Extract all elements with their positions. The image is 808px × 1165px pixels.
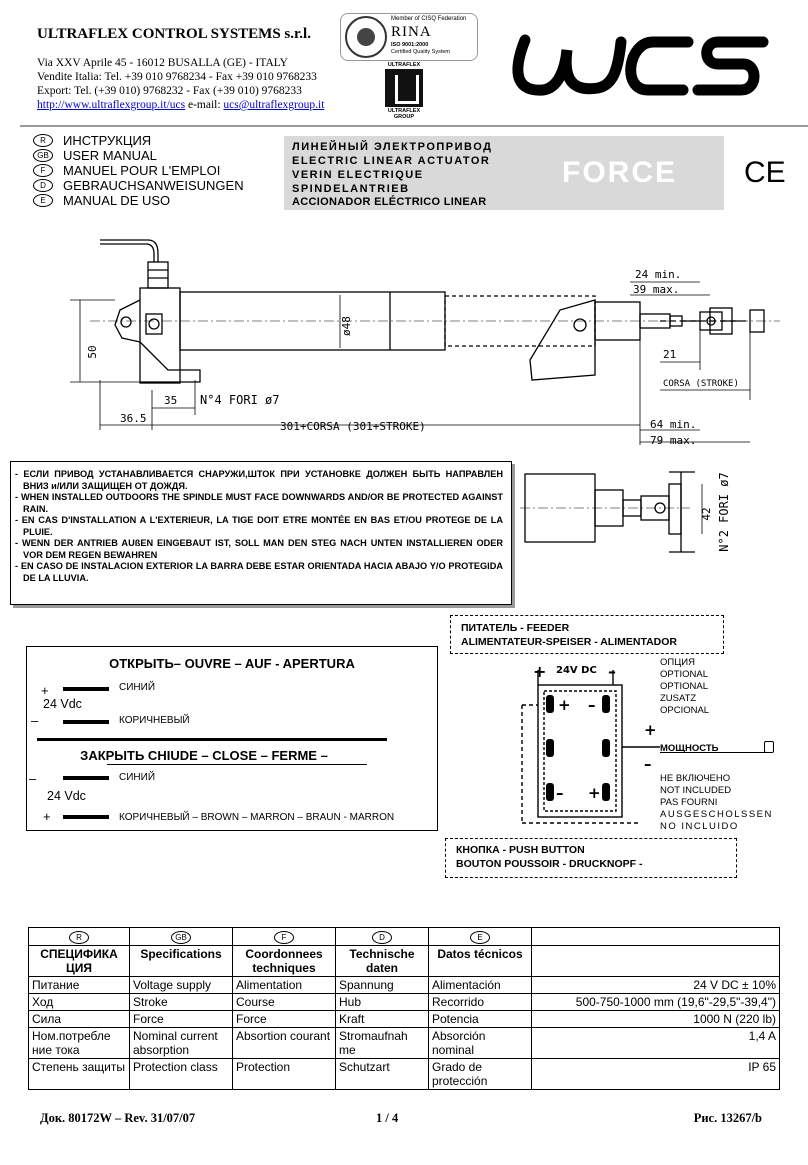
table-cell: Absortion courant bbox=[233, 1028, 336, 1059]
push-button-label-1: КНОПКА - PUSH BUTTON bbox=[456, 844, 585, 856]
table-cell: Schutzart bbox=[336, 1059, 429, 1090]
power-minus: – bbox=[644, 755, 652, 773]
table-cell: Voltage supply bbox=[130, 977, 233, 994]
dim-64min: 64 min. bbox=[650, 418, 697, 431]
schematic-voltage: 24V DC bbox=[556, 665, 597, 676]
dim-fori4: N°4 FORI ø7 bbox=[200, 393, 280, 407]
table-cell: Course bbox=[233, 994, 336, 1011]
table-cell: 24 V DC ± 10% bbox=[532, 977, 780, 994]
table-cell: Recorrido bbox=[429, 994, 532, 1011]
table-cell: Protection bbox=[233, 1059, 336, 1090]
lang-label: ИНСТРУКЦИЯ bbox=[63, 133, 152, 148]
open-title: ОТКРЫТЬ– OUVRE – AUF - APERTURA bbox=[109, 656, 355, 671]
lang-label: MANUEL POUR L'EMPLOI bbox=[63, 163, 221, 178]
open-plus: + bbox=[41, 683, 49, 698]
terminal-plus-1: + bbox=[558, 696, 571, 714]
optional-de: ZUSATZ bbox=[660, 693, 697, 704]
table-cell: Stromaufnah me bbox=[336, 1028, 429, 1059]
lang-code: R bbox=[33, 134, 53, 147]
optional-fr: OPTIONAL bbox=[660, 681, 709, 692]
dim-365: 36.5 bbox=[120, 412, 147, 425]
wiring-instructions bbox=[26, 646, 438, 831]
language-list bbox=[33, 133, 244, 208]
ucs-logo bbox=[503, 30, 773, 100]
dim-fori2: N°2 FORI ø7 bbox=[717, 472, 731, 552]
rina-name: RINA bbox=[391, 24, 432, 40]
title-es: ACCIONADOR ELÉCTRICO LINEAR bbox=[292, 196, 487, 208]
push-button-label-2: BOUTON POUSSOIR - DRUCKNOPF - bbox=[456, 858, 643, 870]
table-cell: Nominal current absorption bbox=[130, 1028, 233, 1059]
dim-corsa: CORSA (STROKE) bbox=[663, 379, 739, 389]
dim-79max: 79 max. bbox=[650, 434, 697, 445]
table-row bbox=[29, 994, 780, 1011]
product-title-box bbox=[284, 136, 724, 210]
feeder-label-2: ALIMENTATEUR-SPEISER - ALIMENTADOR bbox=[461, 636, 678, 648]
dim-24min: 24 min. bbox=[635, 268, 682, 281]
ultraflex-logo bbox=[383, 62, 425, 118]
actuator-drawing bbox=[60, 230, 780, 445]
product-name: FORCE bbox=[562, 156, 677, 189]
optional-es: OPCIONAL bbox=[660, 705, 710, 716]
open-wire-brown bbox=[63, 720, 109, 724]
table-cell: Ном.потребле ние тока bbox=[29, 1028, 130, 1059]
lang-label: USER MANUAL bbox=[63, 148, 157, 163]
table-row bbox=[29, 977, 780, 994]
open-voltage: 24 Vdc bbox=[43, 697, 82, 711]
language-item bbox=[33, 178, 244, 193]
schematic-plus-top: + bbox=[533, 662, 547, 681]
language-item bbox=[33, 133, 244, 148]
table-cell: 500-750-1000 mm (19,6"-29,5"-39,4") bbox=[532, 994, 780, 1011]
table-header-row bbox=[29, 946, 780, 977]
rina-seal bbox=[345, 16, 387, 58]
table-code: R bbox=[69, 931, 89, 944]
table-cell: Absorción nominal bbox=[429, 1028, 532, 1059]
table-row bbox=[29, 1011, 780, 1028]
power-plus: + bbox=[644, 721, 657, 739]
table-header: Datos técnicos bbox=[429, 946, 532, 977]
feeder-label-1: ПИТАТЕЛЬ - FEEDER bbox=[461, 622, 570, 634]
table-cell: Spannung bbox=[336, 977, 429, 994]
installation-warning bbox=[10, 461, 512, 605]
close-brown-label: КОРИЧНЕВЫЙ – BROWN – MARRON – BRAUN - MARRON bbox=[119, 812, 395, 823]
close-title: ЗАКРЫТЬ CHIUDE – CLOSE – FERME – bbox=[80, 748, 328, 763]
warning-en: - WHEN INSTALLED OUTDOORS THE SPINDLE MUST FACE DOWNWARDS AND/OR BE PROTECTED AGAINST RAIN. bbox=[15, 492, 503, 514]
title-fr: VERIN ELECTRIQUE bbox=[292, 169, 424, 181]
table-code: GB bbox=[171, 931, 191, 944]
table-code: F bbox=[274, 931, 294, 944]
power-line bbox=[660, 738, 770, 753]
export-contact: Export: Tel. (+39 010) 9768232 - Fax (+39 010) 9768233 bbox=[37, 85, 302, 97]
feeder-box bbox=[450, 615, 724, 654]
table-cell: Kraft bbox=[336, 1011, 429, 1028]
footer-fig: Рис. 13267/b bbox=[693, 1111, 762, 1125]
table-cell: Alimentación bbox=[429, 977, 532, 994]
table-header: Coordonnees techniques bbox=[233, 946, 336, 977]
footer-page: 1 / 4 bbox=[376, 1111, 399, 1125]
open-blue-label: СИНИЙ bbox=[119, 682, 156, 693]
rina-member: Member of CISQ Federation bbox=[391, 16, 467, 22]
table-cell: Force bbox=[130, 1011, 233, 1028]
open-brown-label: КОРИЧНЕВЫЙ bbox=[119, 715, 190, 726]
switch-schematic bbox=[518, 655, 668, 825]
table-header bbox=[532, 946, 780, 977]
terminal-minus-1: – bbox=[588, 696, 596, 714]
warning-es: - EN CASO DE INSTALACION EXTERIOR LA BARRA DEBE ESTAR ORIENTADA HACIA ABAJO Y/O PROTEGIDA DE LA LLUVIA. bbox=[15, 561, 503, 583]
table-cell: Сила bbox=[29, 1011, 130, 1028]
close-plus: + bbox=[43, 809, 51, 824]
terminal-minus-2: – bbox=[556, 784, 564, 802]
table-cell: Protection class bbox=[130, 1059, 233, 1090]
rina-iso: ISO 9001:2000 bbox=[391, 42, 429, 48]
table-cell: 1000 N (220 lb) bbox=[532, 1011, 780, 1028]
language-item bbox=[33, 148, 244, 163]
not-included-de: AUSGESCHOLSSEN bbox=[660, 809, 773, 820]
table-code: E bbox=[470, 931, 490, 944]
table-cell: Питание bbox=[29, 977, 130, 994]
close-title-underline bbox=[107, 764, 367, 765]
schematic-minus-top: – bbox=[608, 662, 616, 681]
table-header: СПЕЦИФИКА ЦИЯ bbox=[29, 946, 130, 977]
not-included-ru: НЕ ВКЛЮЧЕНО bbox=[660, 773, 731, 784]
close-wire-blue bbox=[63, 776, 109, 780]
lang-code: GB bbox=[33, 149, 53, 162]
table-code: D bbox=[372, 931, 392, 944]
table-row bbox=[29, 1028, 780, 1059]
dim-48: ø48 bbox=[340, 316, 353, 336]
lang-label: MANUAL DE USO bbox=[63, 193, 171, 208]
email-link[interactable]: ucs@ultraflexgroup.it bbox=[223, 99, 325, 111]
close-minus: – bbox=[29, 771, 37, 786]
language-item bbox=[33, 163, 244, 178]
power-label: МОЩНОСТЬ bbox=[660, 743, 719, 754]
table-code-row bbox=[29, 928, 780, 946]
optional-ru: ОПЦИЯ bbox=[660, 657, 695, 668]
power-plug-icon bbox=[764, 741, 774, 753]
dim-21: 21 bbox=[663, 348, 677, 361]
open-wire-blue bbox=[63, 687, 109, 691]
table-header: Specifications bbox=[130, 946, 233, 977]
specifications-table bbox=[28, 927, 780, 1090]
push-button-box bbox=[445, 838, 737, 878]
table-cell: Stroke bbox=[130, 994, 233, 1011]
table-cell: Potencia bbox=[429, 1011, 532, 1028]
rina-certificate bbox=[340, 13, 478, 61]
table-cell: Force bbox=[233, 1011, 336, 1028]
ce-mark: CE bbox=[744, 156, 786, 189]
language-item bbox=[33, 193, 244, 208]
not-included-labels bbox=[660, 773, 773, 833]
warning-de: - WENN DER ANTRIEB AUßEN EINGEBAUT IST, SOLL MAN DEN STEG NACH UNTEN INSTALLIEREN ODER VOR DEM REGEN BEWAHREN bbox=[15, 538, 503, 560]
close-blue-label: СИНИЙ bbox=[119, 772, 156, 783]
sales-contact: Vendite Italia: Tel. +39 010 9768234 - Fax +39 010 9768233 bbox=[37, 71, 317, 83]
table-cell: Степень защиты bbox=[29, 1059, 130, 1090]
table-cell: 1,4 A bbox=[532, 1028, 780, 1059]
dim-50: 50 bbox=[86, 345, 99, 359]
table-cell: Grado de protección bbox=[429, 1059, 532, 1090]
dim-35: 35 bbox=[164, 394, 178, 407]
lang-code: F bbox=[33, 164, 53, 177]
website-link[interactable]: http://www.ultraflexgroup.it/ucs bbox=[37, 99, 186, 111]
close-wire-brown bbox=[63, 815, 109, 819]
lang-label: GEBRAUCHSANWEISUNGEN bbox=[63, 178, 244, 193]
ultraflex-logo-bottom: ULTRAFLEX GROUP bbox=[387, 108, 421, 120]
not-included-fr: PAS FOURNI bbox=[660, 797, 718, 808]
table-cell: Hub bbox=[336, 994, 429, 1011]
footer-doc: Док. 80172W – Rev. 31/07/07 bbox=[40, 1111, 196, 1125]
ultraflex-logo-top: ULTRAFLEX bbox=[387, 62, 421, 68]
side-view-drawing bbox=[520, 462, 770, 562]
lang-code: E bbox=[33, 194, 53, 207]
email-label: e-mail: bbox=[187, 99, 221, 111]
table-header: Technische daten bbox=[336, 946, 429, 977]
title-en: ELECTRIC LINEAR ACTUATOR bbox=[292, 155, 491, 167]
warning-fr: - EN CAS D'INSTALLATION A L'EXTERIEUR, LA TIGE DOIT ETRE MONTÉE EN BAS ET/OU PROTEGE DE LA PLUIE. bbox=[15, 515, 503, 537]
dim-39max: 39 max. bbox=[633, 283, 680, 296]
table-cell: Alimentation bbox=[233, 977, 336, 994]
optional-labels bbox=[660, 657, 709, 717]
wiring-divider bbox=[37, 738, 387, 741]
table-row bbox=[29, 1059, 780, 1090]
not-included-en: NOT INCLUDED bbox=[660, 785, 732, 796]
dim-301: 301+CORSA (301+STROKE) bbox=[280, 420, 426, 433]
title-de: SPINDELANTRIEB bbox=[292, 183, 410, 195]
table-cell: Ход bbox=[29, 994, 130, 1011]
title-ru: ЛИНЕЙНЫЙ ЭЛЕКТРОПРИВОД bbox=[292, 141, 493, 153]
company-name: ULTRAFLEX CONTROL SYSTEMS s.r.l. bbox=[37, 26, 311, 42]
dim-42: 42 bbox=[700, 507, 713, 521]
open-minus: – bbox=[31, 713, 39, 728]
lang-code: D bbox=[33, 179, 53, 192]
optional-en: OPTIONAL bbox=[660, 669, 709, 680]
rina-cert: Certified Quality System bbox=[391, 49, 450, 55]
terminal-plus-2: + bbox=[588, 784, 601, 802]
not-included-es: NO INCLUIDO bbox=[660, 821, 739, 832]
close-voltage: 24 Vdc bbox=[47, 789, 86, 803]
company-address: Via XXV Aprile 45 - 16012 BUSALLA (GE) - ITALY bbox=[37, 57, 288, 69]
table-cell: IP 65 bbox=[532, 1059, 780, 1090]
warning-ru: - ЕСЛИ ПРИВОД УСТАНАВЛИВАЕТСЯ СНАРУЖИ,ШТОК ПРИ УСТАНОВКЕ ДОЛЖЕН БЫТЬ НАПРАВЛЕН ВНИЗ и/ИЛИ ЗАЩИЩЕН ОТ ДОЖДЯ. bbox=[15, 469, 503, 491]
